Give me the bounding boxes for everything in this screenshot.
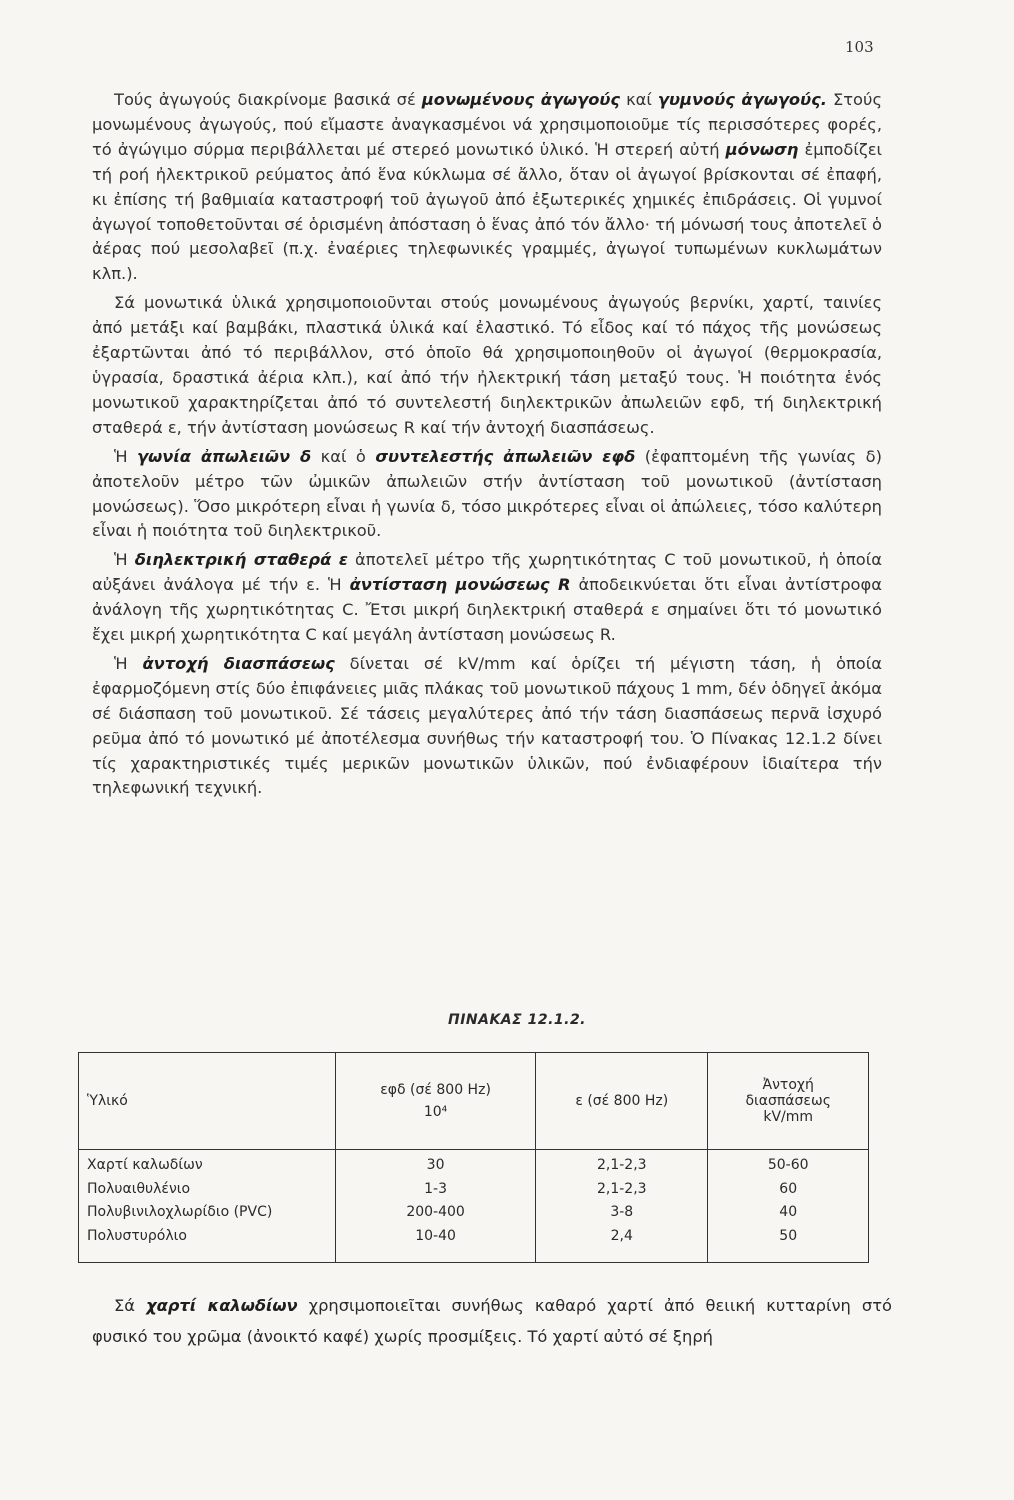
column-materials [79,1150,336,1263]
term-breakdown-strength: ἀντοχή διασπάσεως [142,653,335,673]
paragraph-materials: Σά μονωτικά ὑλικά χρησιμοποιοῦνται στούς μονωμένους ἀγωγούς βερνίκι, χαρτί, ταινίες ἀπό μετάξι καί βαμβάκι, πλαστικά ὑλικά καί ἐλαστικό. Τό εἶδος καί τό πάχος τῆς μονώσεως ἐξαρτῶνται ἀπό τό περιβάλλον, στό ὁποῖο θά χρησιμοποιηθοῦν οἱ ἀγωγοί (θερμοκρασία, ὑγρασία, δραστικά ἀέρια κλπ.), καί ἀπό τήν ἠλεκτρική τάση μεταξύ τους. Ἡ ποιότητα ἑνός μονωτικοῦ χαρακτηρίζεται ἀπό τό συντελεστή διηλεκτρικῶν ἀπωλειῶν εφδ, τή διηλεκτρική σταθερά ε, τήν ἀντίσταση μονώσεως R καί τήν ἀντοχή διασπάσεως. [92,293,882,437]
table-cell: 40 [779,1204,798,1220]
table-cell: 2,1-2,3 [596,1157,647,1173]
term-insulation-resistance: ἀντίσταση μονώσεως R [349,575,571,595]
header-breakdown-strength: Ἀντοχή διασπάσεως kV/mm [708,1053,869,1150]
table-cell: 10-40 [415,1227,456,1244]
table-header-row [79,1053,869,1150]
column-dielectric-constant [536,1150,708,1263]
table-cell: 50 [779,1227,798,1244]
table-cell: Πολυβινιλοχλωρίδιο (PVC) [87,1204,273,1220]
header-material: Ὑλικό [79,1053,336,1150]
table-cell: 2,4 [610,1227,633,1244]
table-cell: Χαρτί καλωδίων [87,1157,203,1173]
paragraph-breakdown-strength: Ἡ ἀντοχή διασπάσεως δίνεται σέ kV/mm καί ὁρίζει τή μέγιστη τάση, ἡ ὁποία ἐφαρμοζόμενη στίς δύο ἐπιφάνειες μιᾶς πλάκας τοῦ μονωτικοῦ πάχους 1 mm, δέν ὁδηγεῖ ἀκόμα σέ διάσπαση τοῦ μονωτικοῦ. Σέ τάσεις μεγαλύτερες ἀπό τήν τάση διασπάσεως περνᾶ ἰσχυρό ρεῦμα ἀπό τό μονωτικό μέ ἀποτέλεσμα συνήθως τήν καταστροφή του. Ὁ Πίνακας 12.1.2 δίνει τίς χαρακτηριστικές τιμές μερικῶν μονωτικῶν ὑλικῶν, πού ἐνδιαφέρουν ἰδιαίτερα τήν τηλεφωνική τεχνική. [92,653,883,798]
table-cell: Πολυαιθυλένιο [87,1180,191,1197]
paragraph-dielectric-constant: Ἡ διηλεκτρική σταθερά ε ἀποτελεῖ μέτρο τῆς χωρητικότητας C τοῦ μονωτικοῦ, ἡ ὁποία αὐξάνει ἀνάλογα μέ τήν ε. Ἡ ἀντίσταση μονώσεως R ἀποδεικνύεται ὅτι εἶναι ἀντίστροφα ἀνάλογη τῆς χωρητικότητας C. Ἔτσι μικρή διηλεκτρική σταθερά ε σημαίνει ὅτι τό μονωτικό ἔχει μικρή χωρητικότητα C καί μεγάλη ἀντίσταση μονώσεως R. [92,550,883,645]
table-cell: Πολυστυρόλιο [87,1227,187,1244]
properties-table [78,1052,869,1263]
page-number: 103 [845,38,874,56]
body-text [92,88,882,805]
term-loss-factor: συντελεστής ἀπωλειῶν εφδ [375,446,636,466]
term-insulated-conductors: μονωμένους ἀγωγούς [421,90,621,109]
term-insulation: μόνωση [725,139,799,159]
term-cable-paper: χαρτί καλωδίων [146,1296,298,1315]
tail-paragraph: Σά χαρτί καλωδίων χρησιμοποιεῖται συνήθως καθαρό χαρτί ἀπό θειική κυτταρίνη στό φυσικό του χρῶμα (ἀνοικτό καφέ) χωρίς προσμίξεις. Τό χαρτί αὐτό σέ ξηρή [92,1296,892,1346]
table-cell: 30 [426,1157,445,1173]
table-cell: 2,1-2,3 [596,1180,647,1197]
header-loss-factor: εφδ (σέ 800 Hz) 10⁴ [336,1053,536,1150]
term-loss-angle: γωνία ἀπωλειῶν δ [137,446,312,466]
table-cell: 50-60 [767,1157,809,1173]
paragraph-loss-angle: Ἡ γωνία ἀπωλειῶν δ καί ὁ συντελεστής ἀπωλειῶν εφδ (ἐφαπτομένη τῆς γωνίας δ) ἀποτελοῦν μέτρο τῶν ὠμικῶν ἀπωλειῶν στήν ἀντίσταση τοῦ μονωτικοῦ (ἀντίσταση μονώσεως). Ὅσο μικρότερη εἶναι ἡ γωνία δ, τόσο μικρότερες εἶναι οἱ ἀπώλειες, τόσο καλύτερη εἶναι ἡ ποιότητα τοῦ διηλεκτρικοῦ. [92,446,882,541]
column-breakdown-strength [708,1150,869,1263]
table-cell: 200-400 [406,1204,465,1220]
table-cell: 1-3 [424,1180,447,1197]
term-bare-conductors: γυμνούς ἀγωγούς. [657,90,827,109]
header-dielectric-constant: ε (σέ 800 Hz) [536,1053,708,1150]
paragraph-conductors: Τούς ἀγωγούς διακρίνομε βασικά σέ μονωμένους ἀγωγούς καί γυμνούς ἀγωγούς. Στούς μονωμένους ἀγωγούς, πού εἴμαστε ἀναγκασμένοι νά χρησιμοποιοῦμε τίς περισσότερες φορές, τό ἀγώγιμο σύρμα περιβάλλεται μέ στερεό μονωτικό ὑλικό. Ἡ στερεή αὐτή μόνωση ἐμποδίζει τή ροή ἠλεκτρικοῦ ρεύματος ἀπό ἕνα κύκλωμα σέ ἄλλο, ὅταν οἱ ἀγωγοί βρίσκονται σέ ἐπαφή, κι ἐπίσης τή βαθμιαία καταστροφή τοῦ ἀγωγοῦ ἀπό ἐξωτερικές χημικές ἐπιδράσεις. Οἱ γυμνοί ἀγωγοί τοποθετοῦνται σέ ὁρισμένη ἀπόσταση ὁ ἕνας ἀπό τόν ἄλλο· τή μόνωσή τους ἀποτελεῖ ὁ ἀέρας πού μεσολαβεῖ (π.χ. ἐναέριες τηλεφωνικές γραμμές, ἀγωγοί τυπωμένων κυκλωμάτων κλπ.). [92,90,883,284]
column-loss-factor [336,1150,536,1263]
table-cell: 60 [779,1180,798,1197]
table-cell: 3-8 [610,1204,634,1220]
term-dielectric-constant: διηλεκτρική σταθερά ε [134,550,348,570]
table-title: ΠΙΝΑΚΑΣ 12.1.2. [447,1012,587,1028]
table-body-row [79,1150,869,1263]
